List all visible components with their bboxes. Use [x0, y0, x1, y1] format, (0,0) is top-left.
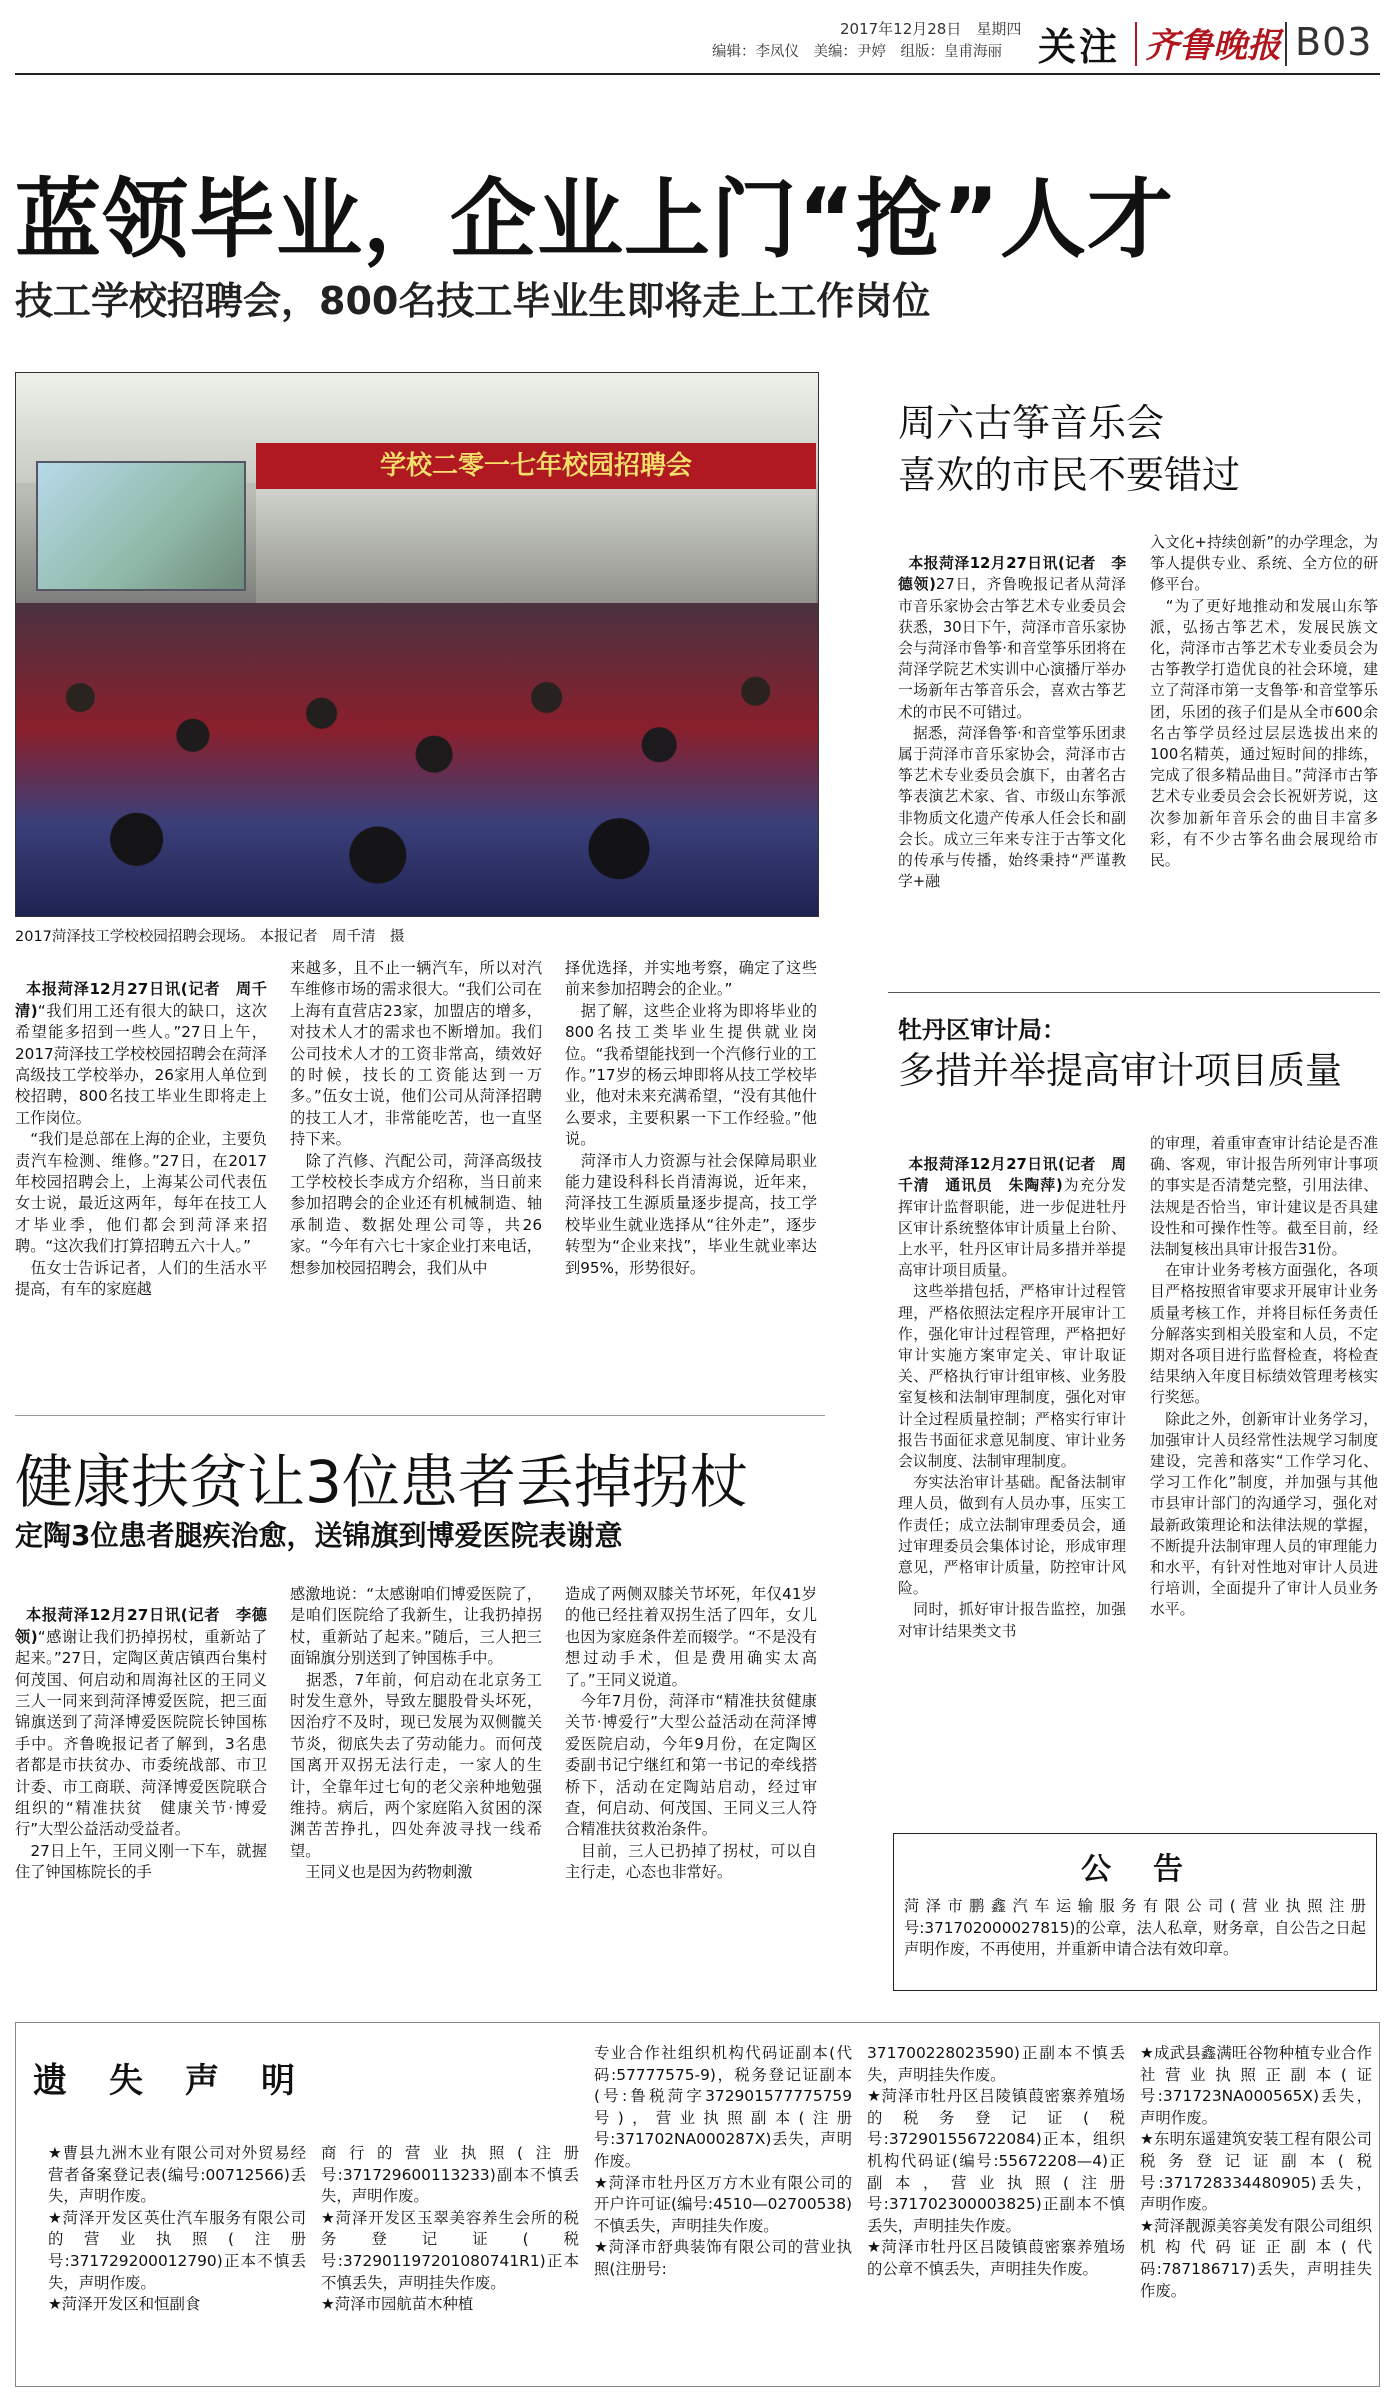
- weekday-text: 星期四: [976, 20, 1022, 38]
- concert-col1: [898, 532, 1126, 982]
- notice-title: 公 告: [1081, 1852, 1189, 1887]
- audit-kicker: 牡丹区审计局：: [898, 1016, 1066, 1044]
- photo-banner-text: 学校二零一七年校园招聘会: [379, 451, 692, 481]
- section-title: 关注: [1038, 25, 1121, 69]
- concert-divider: [888, 992, 1380, 993]
- audit-col1-text: 为充分发挥审计监督职能，进一步促进牡丹区审计系统整体审计质量上台阶、上水平，牡丹区审计局多措并举提高审计项目质量。 这些举措包括，严格审计过程管理，严格依照法定程序开展审计工作，强化审计过程管理，严格把好审计实施方案审定关、审计取证关、严格执行审计组审核、业务股室复核和法制审理制度，强化对审计全过程质量控制；严格实行审计报告书面征求意见制度、审计业务会议制度、法制审理制度。 夯实法治审计基础。配备法制审理人员，做到有人员办事，压实工作责任；成立法制审理委员会，通过审理委员会集体讨论，形成审理意见，严格审计质量，防控审计风险。 同时，抓好审计报告监控，加强对审计结果类文书: [898, 1177, 1126, 1640]
- lost-col5: ★成武县鑫满旺谷物种植专业合作社营业执照正副本(证号:371723NA000565X)丢失，声明作废。 ★东明东遥建筑安装工程有限公司税务登记证副本(税号:371728334480905)丢失，声明作废。 ★菏泽靓源美容美发有限公司组织机构代码证正副本(代码:787186717)丢失，声明挂失作废。: [1140, 2044, 1372, 2300]
- page-number: B03: [1295, 20, 1373, 64]
- main-subhead: 技工学校招聘会，800名技工毕业生即将走上工作岗位: [15, 279, 931, 323]
- notice-box: [893, 1833, 1377, 1991]
- main-story-col2: 来越多，且不止一辆汽车，所以对汽车维修市场的需求很大。“我们公司在上海有直营店23家，加盟店的增多，对技术人才的需求也不断增加。我们公司技术人才的工资非常高，绩效好的时候，技长的工资能达到一万多。”伍女士说，他们公司从菏泽招聘的技工人才，非常能吃苦，也一直坚持下来。 除了汽修、汽配公司，菏泽高级技工学校校长李成方介绍称，当日前来参加招聘会的企业还有机械制造、轴承制造、数据处理公司等，共26家。“今年有六七十家企业打来电话，想参加校园招聘会，我们从中: [290, 959, 542, 1277]
- header-divider-2: [1285, 22, 1287, 66]
- health-subhead: 定陶3位患者腿疾治愈，送锦旗到博爱医院表谢意: [15, 1519, 623, 1552]
- lost-notices-title: 遗 失 声 明: [33, 2061, 299, 2101]
- lost-col1: ★曹县九洲木业有限公司对外贸易经营者备案登记表(编号:00712566)丢失，声明作废。 ★菏泽开发区英仕汽车服务有限公司的营业执照(注册号:371729200012790)正本不慎丢失，声明作废。 ★菏泽开发区和恒副食: [48, 2144, 306, 2314]
- concert-col2: 入文化+持续创新”的办学理念，为筝人提供专业、系统、全方位的研修平台。 “为了更好地推动和发展山东筝派，弘扬古筝艺术，发展民族文化，菏泽市古筝艺术专业委员会为古筝教学打造优良的社会环境，建立了菏泽市第一支鲁筝·和音堂筝乐团，乐团的孩子们是从全市600余名古筝学员经过层层选拔出来的100名精英，通过短时间的排练，完成了很多精品曲目。”菏泽市古筝艺术专业委员会会长祝妍芳说，这次参加新年音乐会的曲目丰富多彩，有不少古筝名曲会展现给市民。: [1150, 534, 1378, 870]
- health-col1: [15, 1584, 267, 1994]
- audit-headline: 多措并举提高审计项目质量: [898, 1049, 1342, 1092]
- health-col2: 感激地说：“太感谢咱们博爱医院了，是咱们医院给了我新生，让我扔掉拐杖，重新站了起来。”随后，三人把三面锦旗分别送到了钟国栋手中。 据悉，7年前，何启动在北京务工时发生意外，导致左腿股骨头坏死，因治疗不及时，现已发展为双侧髋关节炎，彻底失去了劳动能力。而何茂国离开双拐无法行走，一家人的生计，全靠年过七旬的老父亲种地勉强维持。病后，两个家庭陷入贫困的深渊苦苦挣扎，四处奔波寻找一线希望。 王同义也是因为药物刺激: [290, 1585, 542, 1882]
- audit-dateline: 本报菏泽12月27日讯(记者 周千清 通讯员 朱陶萍): [898, 1156, 1126, 1195]
- photo-stage: [256, 489, 816, 609]
- header-date: [840, 18, 1021, 39]
- main-story-col1: [15, 958, 267, 1358]
- lost-col4: 371700228023590)正副本不慎丢失，声明挂失作废。 ★菏泽市牡丹区吕陵镇葭密寨养殖场的税务登记证(税号:372901556722084)正本，组织机构代码证(编号:55672208—4)正副本，营业执照(注册号:371702300003825)正副本不慎丢失，声明挂失作废。 ★菏泽市牡丹区吕陵镇葭密寨养殖场的公章不慎丢失，声明挂失作废。: [867, 2044, 1125, 2278]
- photo-banner: [256, 443, 816, 489]
- health-col1-text: “感谢让我们扔掉拐杖，重新站了起来。”27日，定陶区黄店镇西台集村何茂国、何启动和周海社区的王同义三人一同来到菏泽博爱医院，把三面锦旗送到了菏泽博爱医院院长钟国栋手中。齐鲁晚报记者了解到，3名患者都是市扶贫办、市委统战部、市卫计委、市工商联、菏泽博爱医院联合组织的“精准扶贫 健康关节·博爱行”大型公益活动受益者。 27日上午，王同义刚一下车，就握住了钟国栋院长的手: [15, 1627, 267, 1882]
- photo-caption: 2017菏泽技工学校校园招聘会现场。 本报记者 周千清 摄: [15, 929, 405, 945]
- header-rule: [15, 73, 1380, 75]
- main-col1-text: “我们用工还有很大的缺口，这次希望能多招到一些人。”27日上午，2017菏泽技工学校校园招聘会在菏泽高级技工学校举办，26家用人单位到校招聘，800名技工毕业生即将走上工作岗位。 “我们是总部在上海的企业，主要负责汽车检测、维修。”27日，在2017年校园招聘会上，上海某公司代表伍女士说，最近这两年，每年在技工人才毕业季，他们都会到菏泽来招聘。“这次我们打算招聘五六十人。” 伍女士告诉记者，人们的生活水平提高，有车的家庭越: [15, 1001, 267, 1299]
- concert-headline-2: 喜欢的市民不要错过: [898, 453, 1241, 497]
- health-top-rule: [15, 1415, 825, 1416]
- paper-logo: 齐鲁晚报: [1145, 26, 1281, 66]
- concert-col1-text: 27日，齐鲁晚报记者从菏泽市音乐家协会古筝艺术专业委员会获悉，30日下午，菏泽市音乐家协会与菏泽市鲁筝·和音堂筝乐团将在菏泽学院艺术实训中心演播厅举办一场新年古筝音乐会，喜欢古筝艺术的市民不可错过。 据悉，菏泽鲁筝·和音堂筝乐团隶属于菏泽市音乐家协会，菏泽市古筝艺术专业委员会旗下，由著名古筝表演艺术家、省、市级山东筝派非物质文化遗产传承人任会长和副会长。成立三年来专注于古筝文化的传承与传播，始终秉持“严谨教学+融: [898, 576, 1126, 891]
- news-photo: [15, 372, 819, 917]
- main-story-col3: 择优选择，并实地考察，确定了这些前来参加招聘会的企业。” 据了解，这些企业将为即将毕业的800名技工类毕业生提供就业岗位。“我希望能找到一个汽修行业的工作。”17岁的杨云坤即将从技工学校毕业，他对未来充满希望，“没有其他什么要求，主要积累一下工作经验。”他说。 菏泽市人力资源与社会保障局职业能力建设科科长肖清海说，近年来，菏泽技工生源质量逐步提高，技工学校毕业生就业选择从“往外走”，逐步转型为“企业来找”，毕业生就业率达到95%，形势很好。: [565, 959, 817, 1277]
- health-col3: 造成了两侧双膝关节坏死，年仅41岁的他已经拄着双拐生活了四年，女儿也因为家庭条件差而辍学。“不是没有想过动手术，但是费用确实太高了。”王同义说道。 今年7月份，菏泽市“精准扶贫健康关节·博爱行”大型公益活动在菏泽博爱医院启动，今年9月份，在定陶区委副书记宁继红和第一书记的牵线搭桥下，活动在定陶站启动，经过审查，何启动、何茂国、王同义三人符合精准扶贫救治条件。 目前，三人已扔掉了拐杖，可以自主行走，心态也非常好。: [565, 1585, 817, 1882]
- photo-screen: [36, 461, 246, 591]
- lost-col3: 专业合作社组织机构代码证副本(代码:57777575-9)，税务登记证副本(号:鲁税菏字372901577775759号)，营业执照副本(注册号:371702NA000287X)丢失，声明作废。 ★菏泽市牡丹区万方木业有限公司的开户许可证(编号:4510—02700538)不慎丢失，声明挂失作废。 ★菏泽市舒典装饰有限公司的营业执照(注册号:: [594, 2044, 852, 2278]
- header-editors: 编辑：李凤仪 美编：尹婷 组版：皇甫海丽: [712, 44, 1002, 60]
- main-dateline: 本报菏泽12月27日讯(记者 周千清): [15, 980, 267, 1020]
- health-dateline: 本报菏泽12月27日讯(记者 李德领): [15, 1606, 267, 1646]
- date-text: 2017年12月28日: [840, 20, 962, 38]
- audit-col1: [898, 1133, 1126, 1793]
- concert-dateline: 本报菏泽12月27日讯(记者 李德领): [898, 555, 1126, 594]
- health-headline: 健康扶贫让3位患者丢掉拐杖: [15, 1448, 748, 1516]
- lost-col2: 商行的营业执照(注册号:371729600113233)副本不慎丢失，声明作废。 ★菏泽开发区玉翠美容养生会所的税务登记证(税号:372901197201080741R1)正本不慎丢失，声明挂失作废。 ★菏泽市园航苗木种植: [321, 2144, 579, 2314]
- photo-audience: [16, 603, 819, 917]
- concert-headline-1: 周六古筝音乐会: [898, 401, 1165, 445]
- notice-body: 菏泽市鹏鑫汽车运输服务有限公司(营业执照注册号:371702000027815)的公章，法人私章，财务章，自公告之日起声明作废，不再使用，并重新申请合法有效印章。: [904, 1897, 1366, 1959]
- page-title: 蓝领毕业，企业上门“抢”人才: [15, 170, 1175, 270]
- header-divider: [1135, 22, 1137, 66]
- lost-notices-box: [15, 2022, 1380, 2387]
- audit-col2: 的审理，着重审查审计结论是否准确、客观，审计报告所列审计事项的事实是否清楚完整，引用法律、法规是否恰当，审计建议是否具建设性和可操作性等。截至目前，经法制复核出具审计报告31份。 在审计业务考核方面强化，各项目严格按照省审要求开展审计业务质量考核工作，并将目标任务责任分解落实到相关股室和人员，不定期对各项目进行监督检查，将检查结果纳入年度目标绩效管理考核实行奖惩。 除此之外，创新审计业务学习，加强审计人员经常性法规学习制度建设，完善和落实“工作学习化、学习工作化”制度，并加强与其他市县审计部门的沟通学习，强化对最新政策理论和法律法规的掌握，不断提升法制审理人员的审理能力和水平，有针对性地对审计人员进行培训，全面提升了审计人员业务水平。: [1150, 1135, 1378, 1619]
